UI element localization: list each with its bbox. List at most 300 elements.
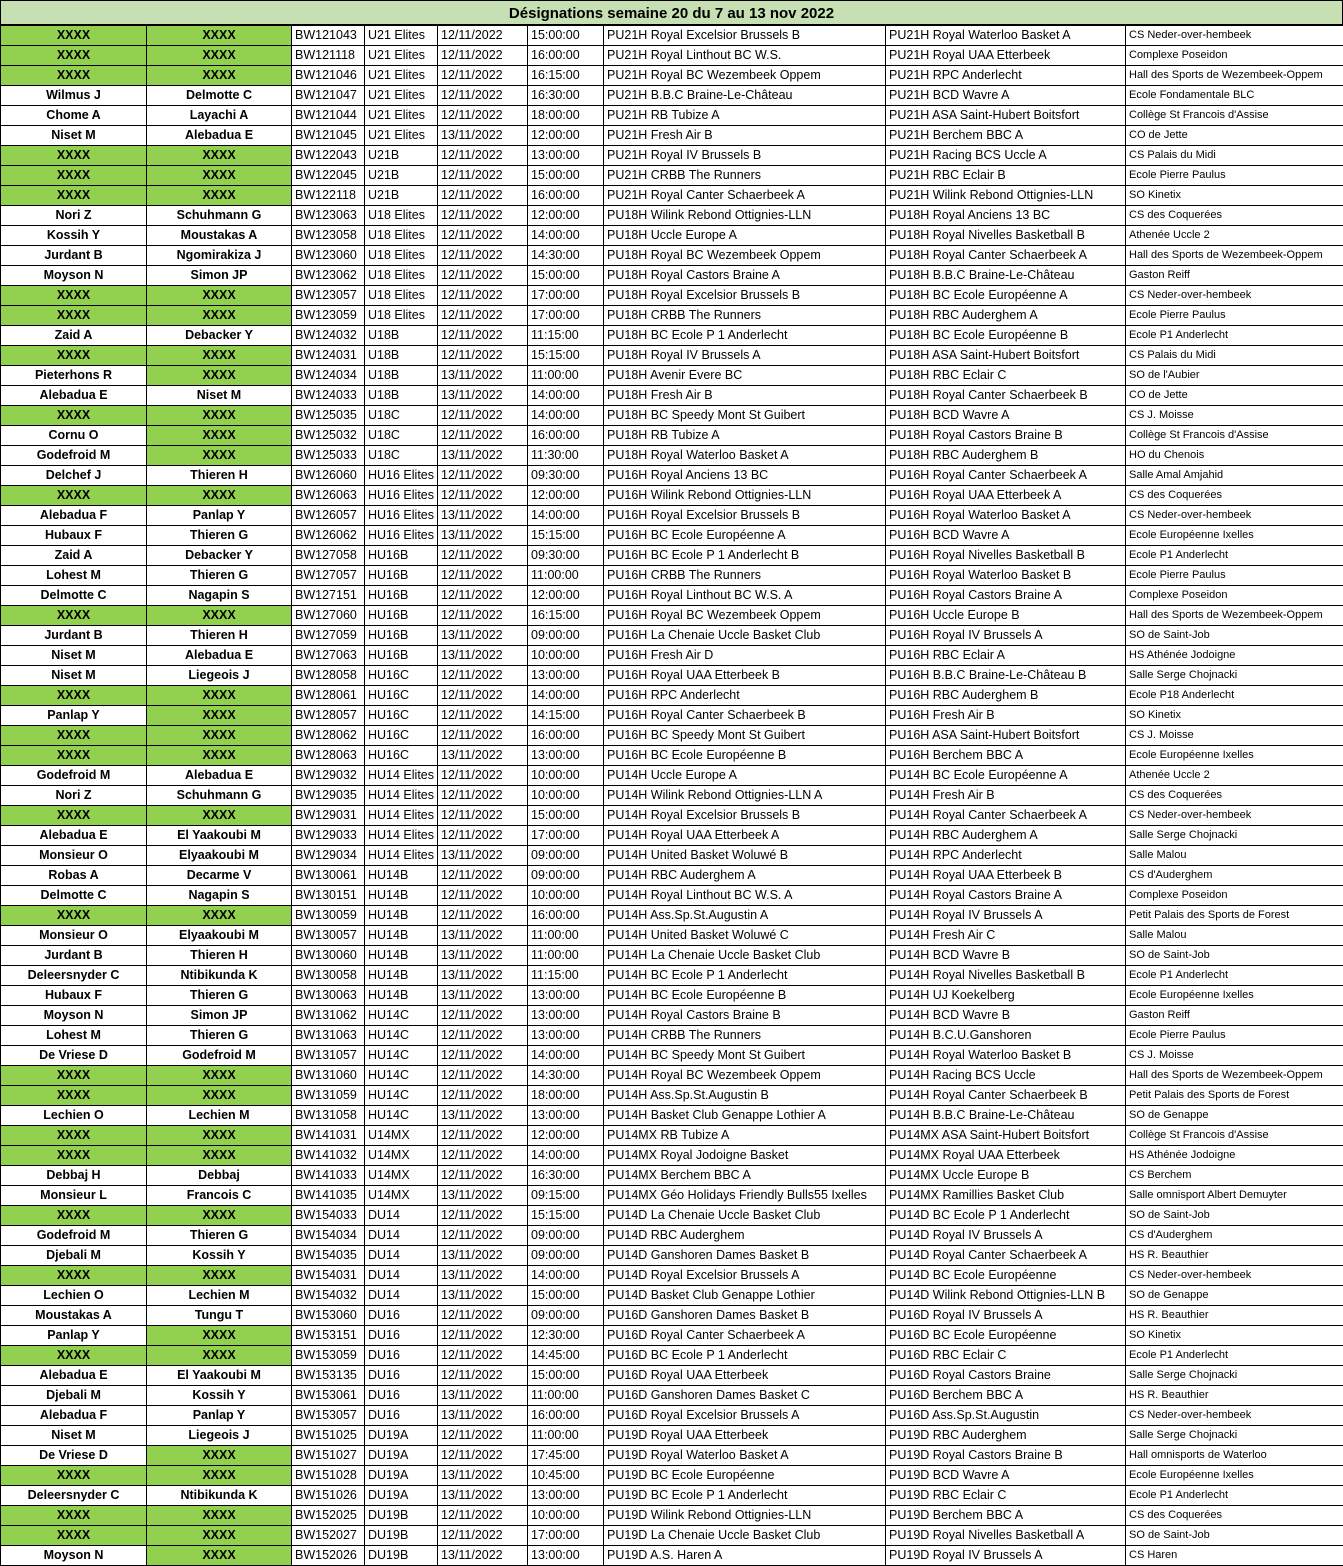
home-team-cell[interactable]: PU14H BC Speedy Mont St Guibert [604,1046,886,1066]
match-number-cell[interactable]: BW127059 [292,626,365,646]
time-cell[interactable]: 09:00:00 [528,626,604,646]
home-team-cell[interactable]: PU16H BC Ecole P 1 Anderlecht B [604,546,886,566]
referee-2-cell[interactable]: XXXX [147,426,292,446]
date-cell[interactable]: 13/11/2022 [438,446,528,466]
referee-2-cell[interactable]: Schuhmann G [147,206,292,226]
referee-1-cell[interactable]: Wilmus J [1,86,147,106]
date-cell[interactable]: 12/11/2022 [438,286,528,306]
referee-1-cell[interactable]: Hubaux F [1,526,147,546]
referee-1-cell[interactable]: XXXX [1,306,147,326]
time-cell[interactable]: 13:00:00 [528,146,604,166]
date-cell[interactable]: 12/11/2022 [438,1066,528,1086]
match-number-cell[interactable]: BW125033 [292,446,365,466]
date-cell[interactable]: 12/11/2022 [438,1126,528,1146]
category-cell[interactable]: HU14C [365,1066,438,1086]
venue-cell[interactable]: Ecole P1 Anderlecht [1126,546,1343,566]
time-cell[interactable]: 15:00:00 [528,26,604,46]
referee-1-cell[interactable]: XXXX [1,166,147,186]
category-cell[interactable]: HU16B [365,626,438,646]
home-team-cell[interactable]: PU14H United Basket Woluwé B [604,846,886,866]
date-cell[interactable]: 12/11/2022 [438,406,528,426]
venue-cell[interactable]: SO de Saint-Job [1126,946,1343,966]
away-team-cell[interactable]: PU18H Royal Canter Schaerbeek A [886,246,1126,266]
venue-cell[interactable]: Salle Serge Chojnacki [1126,666,1343,686]
referee-2-cell[interactable]: XXXX [147,606,292,626]
away-team-cell[interactable]: PU18H BCD Wavre A [886,406,1126,426]
referee-1-cell[interactable]: XXXX [1,186,147,206]
referee-1-cell[interactable]: Cornu O [1,426,147,446]
match-number-cell[interactable]: BW127058 [292,546,365,566]
away-team-cell[interactable]: PU19D BCD Wavre A [886,1466,1126,1486]
date-cell[interactable]: 12/11/2022 [438,1166,528,1186]
match-number-cell[interactable]: BW130058 [292,966,365,986]
date-cell[interactable]: 12/11/2022 [438,726,528,746]
time-cell[interactable]: 13:00:00 [528,746,604,766]
referee-2-cell[interactable]: XXXX [147,1126,292,1146]
match-number-cell[interactable]: BW123063 [292,206,365,226]
venue-cell[interactable]: SO Kinetix [1126,186,1343,206]
category-cell[interactable]: U21 Elites [365,106,438,126]
away-team-cell[interactable]: PU16H RBC Auderghem B [886,686,1126,706]
referee-2-cell[interactable]: XXXX [147,806,292,826]
referee-1-cell[interactable]: XXXX [1,726,147,746]
referee-2-cell[interactable]: Debacker Y [147,546,292,566]
home-team-cell[interactable]: PU19D BC Ecole Européenne [604,1466,886,1486]
category-cell[interactable]: HU14C [365,1006,438,1026]
away-team-cell[interactable]: PU14H Fresh Air B [886,786,1126,806]
referee-2-cell[interactable]: Liegeois J [147,666,292,686]
away-team-cell[interactable]: PU14D Royal Canter Schaerbeek A [886,1246,1126,1266]
category-cell[interactable]: HU16B [365,606,438,626]
category-cell[interactable]: DU19A [365,1466,438,1486]
referee-1-cell[interactable]: Pieterhons R [1,366,147,386]
away-team-cell[interactable]: PU19D RBC Eclair C [886,1486,1126,1506]
venue-cell[interactable]: Gaston Reiff [1126,1006,1343,1026]
match-number-cell[interactable]: BW124031 [292,346,365,366]
venue-cell[interactable]: SO Kinetix [1126,706,1343,726]
category-cell[interactable]: HU14 Elites [365,786,438,806]
time-cell[interactable]: 16:00:00 [528,186,604,206]
time-cell[interactable]: 11:00:00 [528,946,604,966]
home-team-cell[interactable]: PU14MX Géo Holidays Friendly Bulls55 Ixelles [604,1186,886,1206]
date-cell[interactable]: 12/11/2022 [438,186,528,206]
home-team-cell[interactable]: PU14D Basket Club Genappe Lothier [604,1286,886,1306]
referee-2-cell[interactable]: XXXX [147,1446,292,1466]
referee-2-cell[interactable]: XXXX [147,1466,292,1486]
date-cell[interactable]: 13/11/2022 [438,646,528,666]
home-team-cell[interactable]: PU14D Royal Excelsior Brussels A [604,1266,886,1286]
match-number-cell[interactable]: BW121045 [292,126,365,146]
time-cell[interactable]: 15:00:00 [528,1286,604,1306]
category-cell[interactable]: U21 Elites [365,86,438,106]
referee-1-cell[interactable]: Monsieur L [1,1186,147,1206]
date-cell[interactable]: 13/11/2022 [438,746,528,766]
date-cell[interactable]: 12/11/2022 [438,666,528,686]
referee-1-cell[interactable]: XXXX [1,806,147,826]
date-cell[interactable]: 12/11/2022 [438,266,528,286]
time-cell[interactable]: 13:00:00 [528,986,604,1006]
away-team-cell[interactable]: PU16H Royal Waterloo Basket B [886,566,1126,586]
venue-cell[interactable]: CS Neder-over-hembeek [1126,1266,1343,1286]
time-cell[interactable]: 15:15:00 [528,346,604,366]
home-team-cell[interactable]: PU19D La Chenaie Uccle Basket Club [604,1526,886,1546]
referee-1-cell[interactable]: XXXX [1,1506,147,1526]
category-cell[interactable]: HU16B [365,566,438,586]
date-cell[interactable]: 12/11/2022 [438,426,528,446]
time-cell[interactable]: 12:30:00 [528,1326,604,1346]
category-cell[interactable]: DU19B [365,1526,438,1546]
away-team-cell[interactable]: PU18H Royal Castors Braine B [886,426,1126,446]
match-number-cell[interactable]: BW141033 [292,1166,365,1186]
date-cell[interactable]: 13/11/2022 [438,626,528,646]
referee-2-cell[interactable]: Panlap Y [147,1406,292,1426]
home-team-cell[interactable]: PU14H Ass.Sp.St.Augustin B [604,1086,886,1106]
time-cell[interactable]: 09:00:00 [528,846,604,866]
venue-cell[interactable]: Collège St Francois d'Assise [1126,106,1343,126]
match-number-cell[interactable]: BW153151 [292,1326,365,1346]
referee-1-cell[interactable]: Lohest M [1,1026,147,1046]
home-team-cell[interactable]: PU14H RBC Auderghem A [604,866,886,886]
category-cell[interactable]: HU14C [365,1106,438,1126]
match-number-cell[interactable]: BW128062 [292,726,365,746]
away-team-cell[interactable]: PU14D Wilink Rebond Ottignies-LLN B [886,1286,1126,1306]
referee-1-cell[interactable]: Lechien O [1,1286,147,1306]
category-cell[interactable]: HU14 Elites [365,806,438,826]
category-cell[interactable]: U14MX [365,1126,438,1146]
category-cell[interactable]: U18B [365,386,438,406]
home-team-cell[interactable]: PU14H Basket Club Genappe Lothier A [604,1106,886,1126]
home-team-cell[interactable]: PU14H Royal Linthout BC W.S. A [604,886,886,906]
referee-1-cell[interactable]: Deleersnyder C [1,966,147,986]
date-cell[interactable]: 12/11/2022 [438,566,528,586]
category-cell[interactable]: U14MX [365,1146,438,1166]
time-cell[interactable]: 12:00:00 [528,126,604,146]
date-cell[interactable]: 12/11/2022 [438,1426,528,1446]
time-cell[interactable]: 18:00:00 [528,106,604,126]
match-number-cell[interactable]: BW131060 [292,1066,365,1086]
referee-1-cell[interactable]: XXXX [1,1146,147,1166]
category-cell[interactable]: HU16B [365,546,438,566]
date-cell[interactable]: 13/11/2022 [438,1266,528,1286]
time-cell[interactable]: 17:00:00 [528,1526,604,1546]
date-cell[interactable]: 12/11/2022 [438,1226,528,1246]
referee-2-cell[interactable]: Debbaj [147,1166,292,1186]
date-cell[interactable]: 13/11/2022 [438,946,528,966]
referee-1-cell[interactable]: Lechien O [1,1106,147,1126]
away-team-cell[interactable]: PU14D Royal IV Brussels A [886,1226,1126,1246]
venue-cell[interactable]: Petit Palais des Sports de Forest [1126,906,1343,926]
match-number-cell[interactable]: BW123062 [292,266,365,286]
time-cell[interactable]: 16:30:00 [528,86,604,106]
date-cell[interactable]: 12/11/2022 [438,226,528,246]
venue-cell[interactable]: Salle Serge Chojnacki [1126,826,1343,846]
category-cell[interactable]: HU14C [365,1046,438,1066]
date-cell[interactable]: 12/11/2022 [438,786,528,806]
home-team-cell[interactable]: PU16D Royal Canter Schaerbeek A [604,1326,886,1346]
referee-1-cell[interactable]: XXXX [1,906,147,926]
referee-2-cell[interactable]: El Yaakoubi M [147,826,292,846]
referee-2-cell[interactable]: XXXX [147,1086,292,1106]
date-cell[interactable]: 13/11/2022 [438,1486,528,1506]
away-team-cell[interactable]: PU18H BC Ecole Européenne A [886,286,1126,306]
category-cell[interactable]: U18C [365,426,438,446]
referee-2-cell[interactable]: Tungu T [147,1306,292,1326]
referee-1-cell[interactable]: XXXX [1,66,147,86]
home-team-cell[interactable]: PU16H Royal UAA Etterbeek B [604,666,886,686]
time-cell[interactable]: 12:00:00 [528,206,604,226]
match-number-cell[interactable]: BW121118 [292,46,365,66]
away-team-cell[interactable]: PU16H RBC Eclair A [886,646,1126,666]
match-number-cell[interactable]: BW121044 [292,106,365,126]
category-cell[interactable]: HU14 Elites [365,766,438,786]
date-cell[interactable]: 12/11/2022 [438,86,528,106]
match-number-cell[interactable]: BW129032 [292,766,365,786]
away-team-cell[interactable]: PU18H RBC Auderghem B [886,446,1126,466]
referee-2-cell[interactable]: XXXX [147,686,292,706]
away-team-cell[interactable]: PU18H RBC Eclair C [886,366,1126,386]
referee-2-cell[interactable]: XXXX [147,166,292,186]
date-cell[interactable]: 12/11/2022 [438,1206,528,1226]
category-cell[interactable]: HU14B [365,926,438,946]
date-cell[interactable]: 13/11/2022 [438,846,528,866]
date-cell[interactable]: 12/11/2022 [438,146,528,166]
match-number-cell[interactable]: BW131057 [292,1046,365,1066]
referee-2-cell[interactable]: Elyaakoubi M [147,846,292,866]
home-team-cell[interactable]: PU21H RB Tubize A [604,106,886,126]
time-cell[interactable]: 14:30:00 [528,1066,604,1086]
home-team-cell[interactable]: PU18H Fresh Air B [604,386,886,406]
time-cell[interactable]: 11:00:00 [528,366,604,386]
referee-2-cell[interactable]: Panlap Y [147,506,292,526]
venue-cell[interactable]: SO de Saint-Job [1126,1526,1343,1546]
referee-1-cell[interactable]: Moyson N [1,1546,147,1566]
away-team-cell[interactable]: PU16H Royal Waterloo Basket A [886,506,1126,526]
home-team-cell[interactable]: PU18H CRBB The Runners [604,306,886,326]
venue-cell[interactable]: CS d'Auderghem [1126,866,1343,886]
date-cell[interactable]: 12/11/2022 [438,106,528,126]
time-cell[interactable]: 09:15:00 [528,1186,604,1206]
home-team-cell[interactable]: PU14H La Chenaie Uccle Basket Club [604,946,886,966]
match-number-cell[interactable]: BW127151 [292,586,365,606]
home-team-cell[interactable]: PU18H RB Tubize A [604,426,886,446]
away-team-cell[interactable]: PU16D Royal IV Brussels A [886,1306,1126,1326]
match-number-cell[interactable]: BW124034 [292,366,365,386]
referee-2-cell[interactable]: XXXX [147,26,292,46]
referee-1-cell[interactable]: XXXX [1,686,147,706]
time-cell[interactable]: 16:00:00 [528,426,604,446]
home-team-cell[interactable]: PU21H CRBB The Runners [604,166,886,186]
category-cell[interactable]: DU16 [365,1306,438,1326]
away-team-cell[interactable]: PU21H Berchem BBC A [886,126,1126,146]
match-number-cell[interactable]: BW131058 [292,1106,365,1126]
referee-1-cell[interactable]: XXXX [1,1466,147,1486]
away-team-cell[interactable]: PU18H ASA Saint-Hubert Boitsfort [886,346,1126,366]
away-team-cell[interactable]: PU14H Fresh Air C [886,926,1126,946]
referee-1-cell[interactable]: Hubaux F [1,986,147,1006]
date-cell[interactable]: 13/11/2022 [438,926,528,946]
referee-1-cell[interactable]: Godefroid M [1,766,147,786]
venue-cell[interactable]: Hall des Sports de Wezembeek-Oppem [1126,66,1343,86]
home-team-cell[interactable]: PU19D BC Ecole P 1 Anderlecht [604,1486,886,1506]
away-team-cell[interactable]: PU14D BC Ecole Européenne [886,1266,1126,1286]
match-number-cell[interactable]: BW128063 [292,746,365,766]
away-team-cell[interactable]: PU19D Royal Castors Braine B [886,1446,1126,1466]
match-number-cell[interactable]: BW123060 [292,246,365,266]
venue-cell[interactable]: Collège St Francois d'Assise [1126,426,1343,446]
category-cell[interactable]: DU14 [365,1286,438,1306]
match-number-cell[interactable]: BW128057 [292,706,365,726]
category-cell[interactable]: HU16 Elites [365,466,438,486]
referee-1-cell[interactable]: Zaid A [1,546,147,566]
category-cell[interactable]: DU19A [365,1486,438,1506]
venue-cell[interactable]: Hall des Sports de Wezembeek-Oppem [1126,246,1343,266]
home-team-cell[interactable]: PU14D Ganshoren Dames Basket B [604,1246,886,1266]
referee-1-cell[interactable]: Zaid A [1,326,147,346]
venue-cell[interactable]: SO de Genappe [1126,1286,1343,1306]
category-cell[interactable]: HU14 Elites [365,826,438,846]
date-cell[interactable]: 13/11/2022 [438,126,528,146]
category-cell[interactable]: HU14C [365,1086,438,1106]
home-team-cell[interactable]: PU18H Royal Excelsior Brussels B [604,286,886,306]
time-cell[interactable]: 17:00:00 [528,286,604,306]
venue-cell[interactable]: Ecole Pierre Paulus [1126,166,1343,186]
referee-2-cell[interactable]: Schuhmann G [147,786,292,806]
venue-cell[interactable]: CS Neder-over-hembeek [1126,506,1343,526]
away-team-cell[interactable]: PU16H Fresh Air B [886,706,1126,726]
home-team-cell[interactable]: PU21H Royal IV Brussels B [604,146,886,166]
venue-cell[interactable]: Complexe Poseidon [1126,586,1343,606]
referee-2-cell[interactable]: Thieren H [147,626,292,646]
match-number-cell[interactable]: BW125035 [292,406,365,426]
date-cell[interactable]: 12/11/2022 [438,1146,528,1166]
date-cell[interactable]: 13/11/2022 [438,506,528,526]
category-cell[interactable]: U21 Elites [365,66,438,86]
venue-cell[interactable]: CS Palais du Midi [1126,346,1343,366]
referee-1-cell[interactable]: Panlap Y [1,1326,147,1346]
away-team-cell[interactable]: PU14H RPC Anderlecht [886,846,1126,866]
referee-2-cell[interactable]: Thieren H [147,946,292,966]
date-cell[interactable]: 12/11/2022 [438,66,528,86]
referee-2-cell[interactable]: XXXX [147,446,292,466]
time-cell[interactable]: 14:00:00 [528,686,604,706]
referee-2-cell[interactable]: Thieren G [147,566,292,586]
away-team-cell[interactable]: PU14H Royal Waterloo Basket B [886,1046,1126,1066]
match-number-cell[interactable]: BW123059 [292,306,365,326]
time-cell[interactable]: 14:00:00 [528,1046,604,1066]
away-team-cell[interactable]: PU21H Royal UAA Etterbeek [886,46,1126,66]
home-team-cell[interactable]: PU21H Fresh Air B [604,126,886,146]
venue-cell[interactable]: Salle Serge Chojnacki [1126,1366,1343,1386]
away-team-cell[interactable]: PU16D Berchem BBC A [886,1386,1126,1406]
date-cell[interactable]: 12/11/2022 [438,586,528,606]
match-number-cell[interactable]: BW124033 [292,386,365,406]
venue-cell[interactable]: CS des Coquerées [1126,486,1343,506]
referee-2-cell[interactable]: Layachi A [147,106,292,126]
date-cell[interactable]: 12/11/2022 [438,1326,528,1346]
away-team-cell[interactable]: PU19D Royal IV Brussels A [886,1546,1126,1566]
venue-cell[interactable]: Complexe Poseidon [1126,886,1343,906]
home-team-cell[interactable]: PU16D Ganshoren Dames Basket B [604,1306,886,1326]
time-cell[interactable]: 11:15:00 [528,966,604,986]
time-cell[interactable]: 14:00:00 [528,1266,604,1286]
time-cell[interactable]: 11:00:00 [528,1426,604,1446]
category-cell[interactable]: HU16C [365,726,438,746]
away-team-cell[interactable]: PU16H ASA Saint-Hubert Boitsfort [886,726,1126,746]
referee-1-cell[interactable]: Jurdant B [1,246,147,266]
match-number-cell[interactable]: BW153061 [292,1386,365,1406]
referee-1-cell[interactable]: Alebadua E [1,1366,147,1386]
date-cell[interactable]: 12/11/2022 [438,46,528,66]
home-team-cell[interactable]: PU18H Royal Castors Braine A [604,266,886,286]
referee-2-cell[interactable]: El Yaakoubi M [147,1366,292,1386]
referee-2-cell[interactable]: XXXX [147,186,292,206]
away-team-cell[interactable]: PU21H Royal Waterloo Basket A [886,26,1126,46]
category-cell[interactable]: U21 Elites [365,126,438,146]
referee-2-cell[interactable]: XXXX [147,1546,292,1566]
time-cell[interactable]: 14:45:00 [528,1346,604,1366]
venue-cell[interactable]: SO Kinetix [1126,1326,1343,1346]
time-cell[interactable]: 13:00:00 [528,666,604,686]
match-number-cell[interactable]: BW154032 [292,1286,365,1306]
venue-cell[interactable]: Complexe Poseidon [1126,46,1343,66]
match-number-cell[interactable]: BW128061 [292,686,365,706]
venue-cell[interactable]: SO de Saint-Job [1126,626,1343,646]
referee-1-cell[interactable]: Lohest M [1,566,147,586]
home-team-cell[interactable]: PU16D Ganshoren Dames Basket C [604,1386,886,1406]
referee-2-cell[interactable]: XXXX [147,1506,292,1526]
date-cell[interactable]: 12/11/2022 [438,1306,528,1326]
home-team-cell[interactable]: PU19D A.S. Haren A [604,1546,886,1566]
referee-1-cell[interactable]: XXXX [1,1066,147,1086]
date-cell[interactable]: 13/11/2022 [438,1406,528,1426]
referee-2-cell[interactable]: Ntibikunda K [147,1486,292,1506]
referee-1-cell[interactable]: XXXX [1,1126,147,1146]
venue-cell[interactable]: CS Palais du Midi [1126,146,1343,166]
home-team-cell[interactable]: PU18H Wilink Rebond Ottignies-LLN [604,206,886,226]
venue-cell[interactable]: HS R. Beauthier [1126,1306,1343,1326]
away-team-cell[interactable]: PU14H Royal IV Brussels A [886,906,1126,926]
date-cell[interactable]: 13/11/2022 [438,1466,528,1486]
referee-2-cell[interactable]: XXXX [147,906,292,926]
time-cell[interactable]: 14:00:00 [528,386,604,406]
referee-1-cell[interactable]: Panlap Y [1,706,147,726]
match-number-cell[interactable]: BW154033 [292,1206,365,1226]
time-cell[interactable]: 11:30:00 [528,446,604,466]
match-number-cell[interactable]: BW129035 [292,786,365,806]
category-cell[interactable]: U21B [365,186,438,206]
referee-2-cell[interactable]: XXXX [147,1346,292,1366]
referee-1-cell[interactable]: XXXX [1,346,147,366]
venue-cell[interactable]: Ecole Européenne Ixelles [1126,526,1343,546]
date-cell[interactable]: 12/11/2022 [438,486,528,506]
venue-cell[interactable]: Petit Palais des Sports de Forest [1126,1086,1343,1106]
venue-cell[interactable]: Gaston Reiff [1126,266,1343,286]
referee-2-cell[interactable]: Alebadua E [147,646,292,666]
referee-2-cell[interactable]: XXXX [147,346,292,366]
time-cell[interactable]: 16:15:00 [528,606,604,626]
away-team-cell[interactable]: PU21H Wilink Rebond Ottignies-LLN [886,186,1126,206]
away-team-cell[interactable]: PU16D Ass.Sp.St.Augustin [886,1406,1126,1426]
venue-cell[interactable]: Salle Serge Chojnacki [1126,1426,1343,1446]
away-team-cell[interactable]: PU14MX Uccle Europe B [886,1166,1126,1186]
match-number-cell[interactable]: BW131059 [292,1086,365,1106]
category-cell[interactable]: DU16 [365,1326,438,1346]
venue-cell[interactable]: CS d'Auderghem [1126,1226,1343,1246]
category-cell[interactable]: DU14 [365,1246,438,1266]
venue-cell[interactable]: Ecole P1 Anderlecht [1126,326,1343,346]
date-cell[interactable]: 12/11/2022 [438,466,528,486]
away-team-cell[interactable]: PU14D BC Ecole P 1 Anderlecht [886,1206,1126,1226]
